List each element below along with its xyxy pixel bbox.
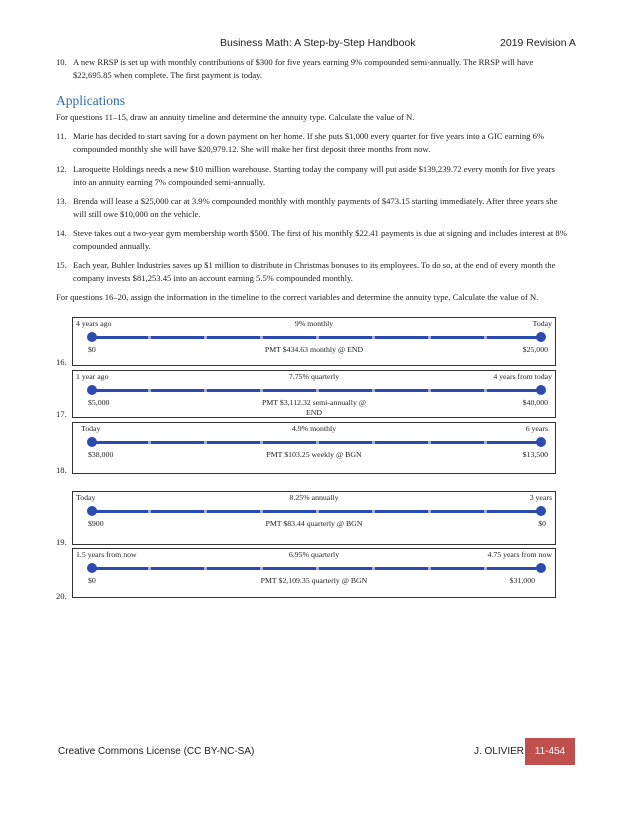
timeline-tick (316, 510, 319, 513)
timeline-tick (260, 441, 263, 444)
question-14 (56, 227, 568, 253)
question-number: 11. (56, 131, 67, 141)
question-10 (56, 56, 568, 82)
question-13 (56, 195, 568, 221)
timeline-number: 17. (56, 409, 67, 419)
timeline-tick (148, 441, 151, 444)
timeline-payment: PMT $83.44 quarterly @ BGN (265, 519, 363, 528)
timeline-start-label: 1.5 years from now (76, 550, 137, 559)
timeline-number: 20. (56, 591, 67, 601)
timeline-end-value: $13,500 (522, 450, 548, 459)
timeline-tick (148, 336, 151, 339)
timeline-start-label: Today (76, 493, 96, 502)
timeline-tick (372, 567, 375, 570)
timeline-tick (204, 567, 207, 570)
timeline-tick (372, 336, 375, 339)
timeline-tick (372, 441, 375, 444)
timeline-17 (72, 370, 556, 418)
question-11 (56, 130, 568, 156)
timeline-tick (204, 336, 207, 339)
timeline-rate: 6.95% quarterly (288, 550, 340, 559)
timeline-rate: 8.25% annually (289, 493, 339, 502)
question-15 (56, 259, 568, 285)
question-text: Brenda will lease a $25,000 car at 3.9% compounded monthly with monthly payments of $473.15 starting immediately. After three years she will still owe $10,000 on the vehicle. (73, 196, 558, 219)
question-text: Marie has decided to start saving for a down payment on her home. If she puts $1,000 every quarter for five years into a GIC earning 6% compounded monthly she will have $20,979.12. She will make her first deposit three months from now. (73, 131, 545, 154)
timeline-payment: PMT $103.25 weekly @ BGN (266, 450, 362, 459)
timeline-tick (204, 510, 207, 513)
timeline-end-value: $0 (538, 519, 546, 528)
timeline-tick (260, 389, 263, 392)
question-text: Each year, Buhler Industries saves up $1 million to distribute in Christmas bonuses to its employees. To do so, at the end of every month the company invests $81,253.45 into an account earning 5.5% compounded monthly. (73, 260, 556, 283)
timeline-tick (372, 510, 375, 513)
question-text: A new RRSP is set up with monthly contributions of $300 for five years earning 9% compounded semi-annually. The RRSP will have $22,695.85 when complete. The first payment is today. (73, 57, 534, 80)
timeline-tick (148, 567, 151, 570)
timeline-number: 19. (56, 537, 67, 547)
timeline-tick (484, 336, 487, 339)
timeline-start-dot (87, 506, 97, 516)
timeline-payment: PMT $434.63 monthly @ END (264, 345, 364, 354)
timeline-end-label: 4 years from today (493, 372, 552, 381)
timeline-tick (316, 389, 319, 392)
question-number: 14. (56, 228, 67, 238)
timeline-tick (204, 441, 207, 444)
timeline-tick (316, 336, 319, 339)
timeline-19 (72, 491, 556, 545)
timelines-intro: For questions 16–20, assign the information in the timeline to the correct variables and determine the annuity type. Calculate the value of N. (56, 292, 539, 302)
timeline-tick (204, 389, 207, 392)
timeline-start-value: $0 (88, 576, 96, 585)
page-number-badge: 11-454 (525, 738, 575, 765)
timeline-tick (260, 510, 263, 513)
timeline-start-dot (87, 385, 97, 395)
timeline-rate: 4.9% monthly (291, 424, 337, 433)
question-number: 12. (56, 164, 67, 174)
timeline-tick (428, 336, 431, 339)
timeline-start-label: 1 year ago (76, 372, 109, 381)
question-number: 15. (56, 260, 67, 270)
timeline-tick (148, 510, 151, 513)
timeline-tick (484, 567, 487, 570)
timeline-start-dot (87, 332, 97, 342)
timeline-end-label: Today (532, 319, 552, 328)
timeline-tick (484, 510, 487, 513)
timeline-tick (316, 441, 319, 444)
timeline-end-label: 6 years (525, 424, 548, 433)
question-number: 13. (56, 196, 67, 206)
timeline-end-dot (536, 506, 546, 516)
timeline-payment: PMT $2,109.35 quarterly @ BGN (260, 576, 368, 585)
applications-intro: For questions 11–15, draw an annuity timeline and determine the annuity type. Calculate the value of N. (56, 112, 415, 122)
timeline-tick (372, 389, 375, 392)
footer-license: Creative Commons License (CC BY-NC-SA) (58, 746, 255, 757)
question-number: 10. (56, 57, 67, 67)
timeline-end-value: $25,000 (522, 345, 548, 354)
question-text: Steve takes out a two-year gym membership worth $500. The first of his monthly $22.41 payments is due at signing and includes interest at 8% compounded annually. (73, 228, 567, 251)
timeline-number: 18. (56, 465, 67, 475)
timeline-tick (428, 389, 431, 392)
timeline-tick (148, 389, 151, 392)
timeline-start-label: 4 years ago (76, 319, 112, 328)
timeline-tick (260, 567, 263, 570)
timeline-start-value: $900 (88, 519, 104, 528)
timeline-tick (316, 567, 319, 570)
question-text: Laroquette Holdings needs a new $10 million warehouse. Starting today the company will put aside $139,239.72 every month for five years into an annuity earning 7% compounded semi-annually. (73, 164, 555, 187)
timeline-tick (260, 336, 263, 339)
timeline-tick (484, 441, 487, 444)
timeline-rate: 9% monthly (294, 319, 334, 328)
timeline-start-dot (87, 563, 97, 573)
footer-author: J. OLIVIER (474, 746, 525, 757)
timeline-tick (484, 389, 487, 392)
timeline-end-dot (536, 332, 546, 342)
timeline-end-label: 4.75 years from now (487, 550, 552, 559)
timeline-end-dot (536, 385, 546, 395)
timeline-end-label: 3 years (529, 493, 552, 502)
timeline-16 (72, 317, 556, 366)
timeline-start-label: Today (81, 424, 101, 433)
timeline-start-value: $0 (88, 345, 96, 354)
timeline-start-dot (87, 437, 97, 447)
header-title: Business Math: A Step-by-Step Handbook (220, 37, 416, 49)
section-heading: Applications (56, 93, 125, 108)
question-12 (56, 163, 568, 189)
timeline-18 (72, 422, 556, 474)
timeline-rate: 7.75% quarterly (288, 372, 340, 381)
timeline-start-value: $38,000 (88, 450, 114, 459)
timeline-start-value: $5,000 (88, 398, 110, 407)
timeline-tick (428, 510, 431, 513)
timeline-payment: PMT $3,112.32 semi-annually @ END (262, 398, 366, 417)
timeline-number: 16. (56, 357, 67, 367)
timeline-end-dot (536, 563, 546, 573)
timeline-end-dot (536, 437, 546, 447)
timeline-end-value: $40,000 (522, 398, 548, 407)
header-revision: 2019 Revision A (500, 37, 576, 49)
timeline-tick (428, 567, 431, 570)
timeline-end-value: $31,000 (509, 576, 535, 585)
timeline-20 (72, 548, 556, 598)
timeline-tick (428, 441, 431, 444)
